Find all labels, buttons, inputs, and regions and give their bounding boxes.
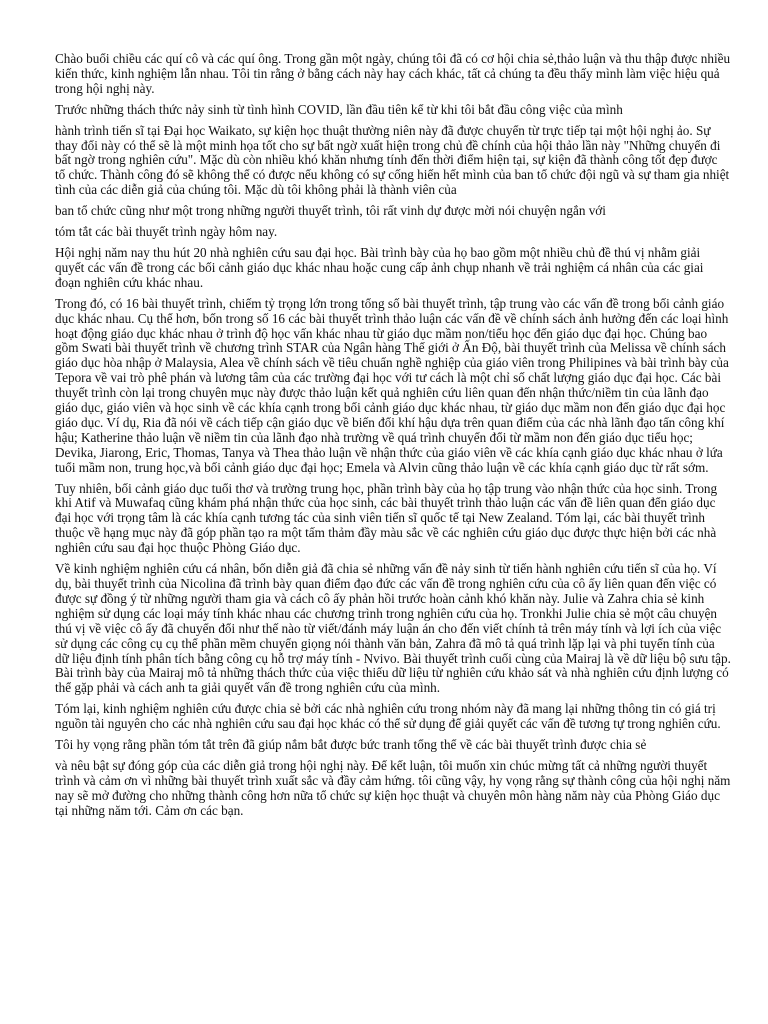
paragraph-summary: Tóm lại, kinh nghiệm nghiên cứu được chia sẻ bởi các nhà nghiên cứu trong nhóm này đã mang lại những thông tin có giá trị nguồn tài nguyên cho các nhà nghiên cứu sau đại học khác có thể sử dụng để giải quyết các vấn đề tương tự trong nghiên cứu. [55, 701, 721, 732]
paragraph-research-experience: Về kinh nghiệm nghiên cứu cá nhân, bốn diễn giả đã chia sẻ những vấn đề nảy sinh từ tiến hành nghiên cứu tiến sĩ của họ. Ví dụ, bài thuyết trình của Nicolina đã trình bày quan điểm đạo đức các vấn đề trong nghiên cứu của cô ấy liên quan đến việc có được sự đồng ý từ những người tham gia và cách cô ấy phản hồi trước hoàn cảnh khó khăn này. Julie và Zahra chia sẻ kinh nghiệm sử dụng các loại máy tính khác nhau các chương trình trong nghiên cứu của họ. Tronkhi Julie chia sẻ một câu chuyện thú vị về việc cô ấy đã chuyển đổi như thế nào từ viết/đánh máy luận án cho đến viết chính tả trên máy tính và lợi ích của việc sử dụng các công cụ cụ thể phần mềm chuyển giọng nói thành văn bản, Zahra đã mô tả quá trình lặp lại và phi tuyến tính của dữ liệu định tính phân tích bằng công cụ hỗ trợ máy tính - Nvivo. Bài thuyết trình cuối cùng của Mairaj là về dữ liệu bộ sưu tập. Bài trình bày của Mairaj mô tả những thách thức của việc thiếu dữ liệu từ nghiên cứu khảo sát và nhà nghiên cứu định lượng có thể gặp phải và cách anh ta giải quyết vấn đề trong nghiên cứu của mình. [55, 561, 731, 696]
paragraph-summary-intro: tóm tắt các bài thuyết trình ngày hôm nay. [55, 224, 278, 240]
paragraph-conference-overview: Hội nghị năm nay thu hút 20 nhà nghiên cứu sau đại học. Bài trình bày của họ bao gồm một nhiều chủ đề thú vị nhằm giải quyết các vấn đề trong các bối cảnh giáo dục khác nhau hoặc cung cấp ảnh chụp nhanh về trải nghiệm cá nhân của các giai đoạn nghiên cứu khác nhau. [55, 244, 704, 290]
paragraph-greeting: Chào buổi chiều các quí cô và các quí ông. Trong gần một ngày, chúng tôi đã có cơ hội chia sẻ,thảo luận và thu thập được nhiều kiến thức, kinh nghiệm lẫn nhau. Tôi tin rằng ở bằng cách này hay cách khác, tất cả chúng ta đều thấy mình làm việc hiệu quả trong hội nghị này. [55, 51, 731, 96]
document-body [55, 52, 731, 825]
paragraph-closing: và nêu bật sự đóng góp của các diễn giả trong hội nghị này. Để kết luận, tôi muốn xin chúc mừng tất cả những người thuyết trình và cảm ơn vì những bài thuyết trình xuất sắc và đầy cảm hứng. tôi cũng vậy, hy vọng rằng sự thành công của hội nghị năm nay sẽ mở đường cho những thành công hơn nữa tổ chức sự kiện học thuật và chuyên môn hàng năm này của Phòng Giáo dục tại những năm tới. Cảm ơn các bạn. [55, 757, 731, 818]
paragraph-waikato: hành trình tiến sĩ tại Đại học Waikato, sự kiện học thuật thường niên này đã được chuyển từ trực tiếp tại một hội nghị ảo. Sự thay đổi này có thể sẽ là một minh họa tốt cho sự bất ngờ xuất hiện trong chủ đề chính của hội thảo lần này "Những chuyến đi bất ngờ trong nghiên cứu". Mặc dù còn nhiều khó khăn nhưng tính đến thời điểm hiện tại, sự kiện đã thành công tốt đẹp được tổ chức. Thành công đó sẽ không thể có được nếu không có sự cống hiến hết mình của ban tổ chức đội ngũ và sự tham gia nhiệt tình của các diễn giả của chúng tôi. Mặc dù tôi không phải là thành viên của [55, 122, 730, 198]
paragraph-covid-intro: Trước những thách thức nảy sinh từ tình hình COVID, lần đầu tiên kể từ khi tôi bắt đầu công việc của mình [55, 101, 623, 117]
paragraph-student-perceptions: Tuy nhiên, bối cảnh giáo dục tuổi thơ và trường trung học, phần trình bày của họ tập trung vào nhận thức của học sinh. Trong khi Atif và Muwafaq cũng khám phá nhận thức của học sinh, các bài thuyết trình thảo luận các vấn đề liên quan đến giáo dục đại học với trọng tâm là các khía cạnh tương tác của sinh viên tiến sĩ quốc tế tại New Zealand. Tóm lại, các bài thuyết trình thuộc về hạng mục này đã góp phần tạo ra một tấm thảm đầy màu sắc về các nghiên cứu giáo dục được thực hiện bởi các nhà nghiên cứu sau đại học thuộc Phòng Giáo dục. [55, 480, 718, 556]
paragraph-organizer: ban tổ chức cũng như một trong những người thuyết trình, tôi rất vinh dự được mời nói chuyện ngắn với [55, 203, 606, 219]
paragraph-hope: Tôi hy vọng rằng phần tóm tắt trên đã giúp nắm bắt được bức tranh tổng thể về các bài thuyết trình được chia sẻ [55, 737, 647, 753]
paragraph-education-contexts: Trong đó, có 16 bài thuyết trình, chiếm tỷ trọng lớn trong tổng số bài thuyết trình, tập trung vào các vấn đề trong bối cảnh giáo dục khác nhau. Cụ thể hơn, bốn trong số 16 các bài thuyết trình thảo luận các vấn đề về chính sách ảnh hưởng đến các loại hình hoạt động giáo dục khác nhau ở trình độ học vấn khác nhau từ giáo dục mầm non/tiểu học đến giáo dục đại học. Chúng bao gồm Swati bài thuyết trình về chương trình STAR của Ngân hàng Thế giới ở Ấn Độ, bài thuyết trình của Melissa về chính sách giáo dục hòa nhập ở Malaysia, Alea về chính sách về tiêu chuẩn nghề nghiệp của giáo viên trong Philipines và bài trình bày của Tepora về vai trò phê phán và lương tâm của các trường đại học với tư cách là một chỉ số chất lượng giáo dục đại học. Các bài thuyết trình còn lại trong chuyên mục này được thảo luận kết quả nghiên cứu liên quan đến nhận thức/niềm tin của lãnh đạo giáo dục, giáo viên và học sinh về các khía cạnh trong bối cảnh giáo dục khác nhau, từ giáo dục mầm non đến giáo dục đại học giáo dục. Ví dụ, Ria đã nói về cách tiếp cận giáo dục về biến đổi khí hậu dựa trên quan điểm của các nhà lãnh đạo tấn công khí hậu; Katherine thảo luận về niềm tin của lãnh đạo nhà trường về quá trình chuyển đổi từ mầm non đến giáo dục tiểu học; Devika, Jiarong, Eric, Thomas, Tanya và Thea thảo luận về nhận thức của giáo viên về các khía cạnh giáo dục khác nhau ở lứa tuổi mầm non, trung học,và bối cảnh giáo dục đại học; Emela và Alvin cũng thảo luận về các khía cạnh giáo dục từ rất sớm. [55, 295, 729, 475]
